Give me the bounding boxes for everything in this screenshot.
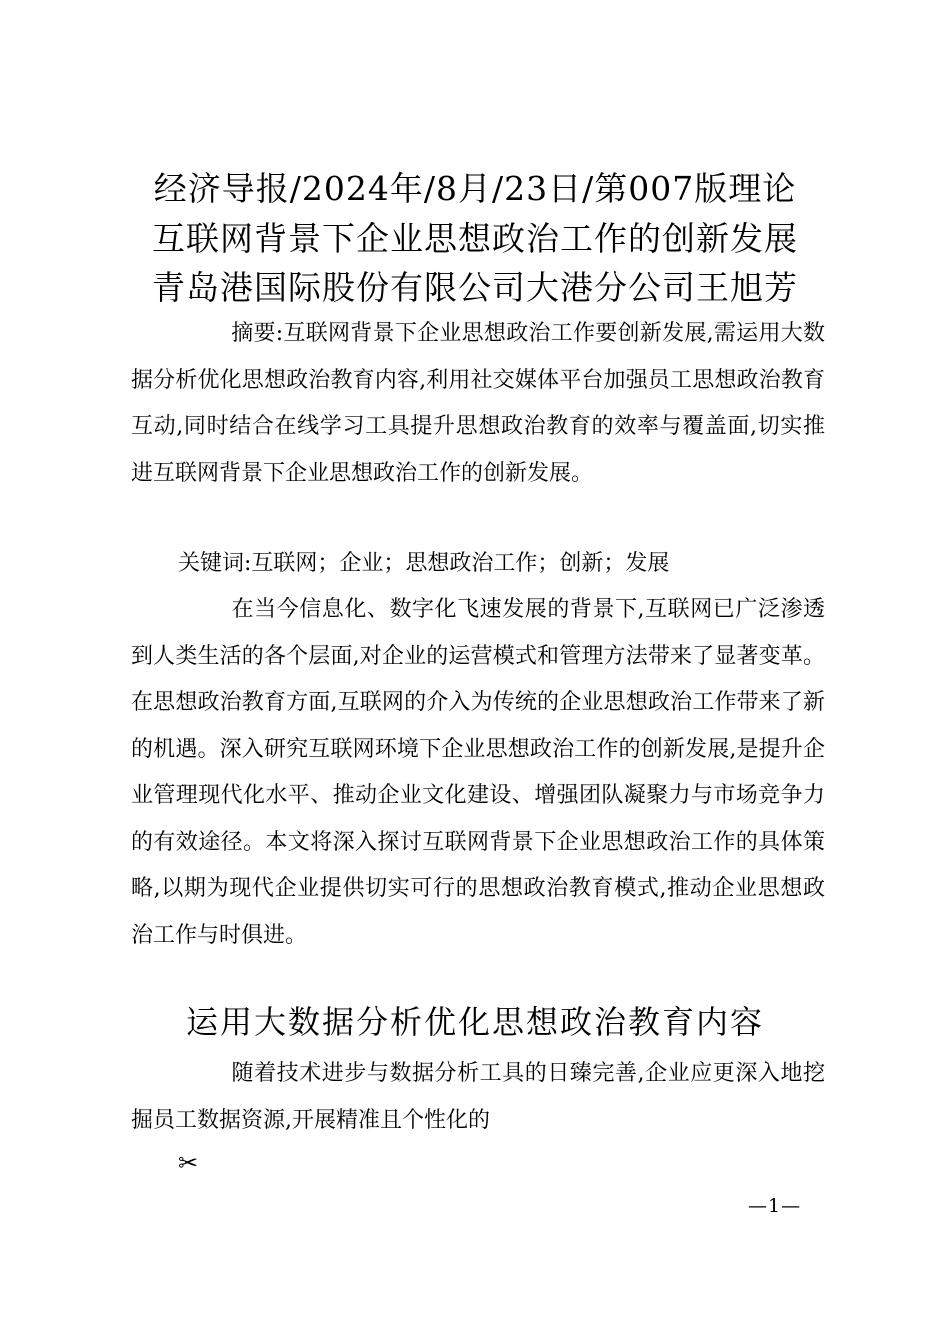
publication-line: 经济导报/2024年/8月/23日/第007版理论 [153, 169, 797, 208]
scissors-icon: ✂ [178, 1149, 199, 1177]
page-number: —1— [748, 1195, 802, 1217]
intro-paragraph [131, 587, 825, 959]
intro-text: 在当今信息化、数字化飞速发展的背景下,互联网已广泛渗透到人类生活的各个层面,对企业的运营模式和管理方法带来了显著变革。在思想政治教育方面,互联网的介入为传统的企业思想政治工作带来了新的机遇。深入研究互联网环境下企业思想政治工作的创新发展,是提升企业管理现代化水平、推动企业文化建设、增强团队凝聚力与市场竞争力的有效途径。本文将深入探讨互联网背景下企业思想政治工作的具体策略,以期为现代企业提供切实可行的思想政治教育模式,推动企业思想政治工作与时俱进。 [131, 597, 825, 948]
section-text: 随着技术进步与数据分析工具的日臻完善,企业应更深入地挖掘员工数据资源,开展精准且个性化的 [131, 1061, 825, 1133]
section-paragraph [131, 1051, 825, 1144]
section-heading: 运用大数据分析优化思想政治教育内容 [185, 1003, 764, 1041]
keywords-line: 关键词:互联网；企业；思想政治工作；创新；发展 [178, 551, 670, 576]
article-title: 互联网背景下企业思想政治工作的创新发展 [152, 219, 798, 258]
author-line: 青岛港国际股份有限公司大港分公司王旭芳 [152, 268, 798, 307]
abstract-paragraph [131, 311, 825, 497]
abstract-text: 摘要:互联网背景下企业思想政治工作要创新发展,需运用大数据分析优化思想政治教育内容,利用社交媒体平台加强员工思想政治教育互动,同时结合在线学习工具提升思想政治教育的效率与覆盖面,切实推进互联网背景下企业思想政治工作的创新发展。 [131, 321, 825, 486]
